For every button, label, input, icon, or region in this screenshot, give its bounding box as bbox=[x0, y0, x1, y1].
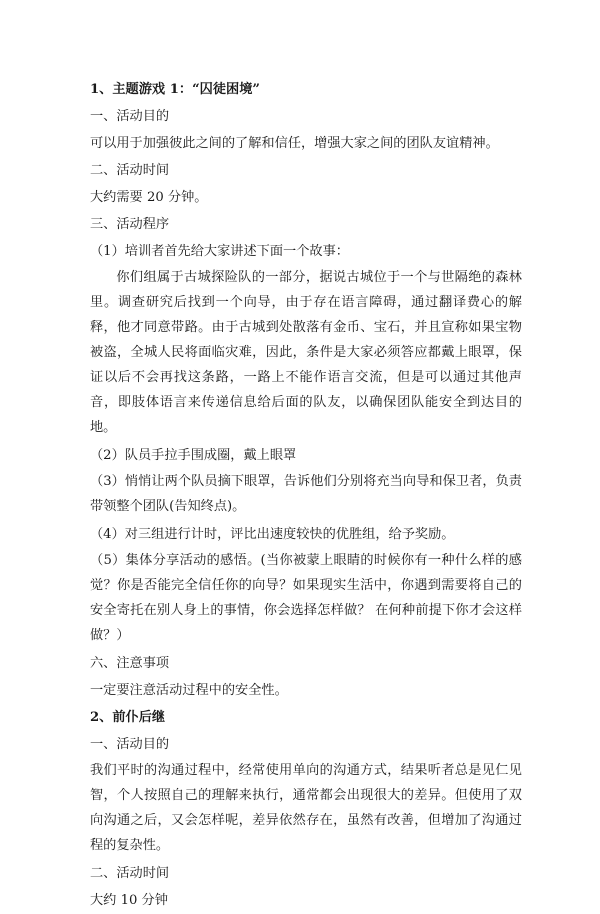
section-title-2: 2、前仆后继 bbox=[90, 710, 166, 725]
time-text-1: 大约需要 20 分钟。 bbox=[90, 190, 208, 205]
notes-heading-1: 六、注意事项 bbox=[90, 656, 170, 671]
purpose-text-2: 我们平时的沟通过程中，经常使用单向的沟通方式，结果听者总是见仁见智，个人按照自己的理解来执行，通常都会出现很大的差异。但使用了双向沟通之后，又会怎样呢，差异依然存在，虽然有改善，但增加了沟通过程的复杂性。 bbox=[90, 763, 522, 853]
procedure-step-4: （4）对三组进行计时，评比出速度较快的优胜组，给予奖励。 bbox=[90, 527, 455, 542]
document-page bbox=[90, 76, 522, 914]
procedure-step-2: （2）队员手拉手围成圈，戴上眼罩 bbox=[90, 448, 297, 463]
section-title-1: 1、主题游戏 1：“囚徒困境” bbox=[90, 82, 260, 97]
time-heading-2: 二、活动时间 bbox=[90, 866, 170, 881]
procedure-step-5: （5）集体分享活动的感悟。(当你被蒙上眼睛的时候你有一种什么样的感觉？你是否能完全信任你的向导？如果现实生活中，你遇到需要将自己的安全寄托在别人身上的事情，你会选择怎样做？ 在何种前提下你才会这样做？） bbox=[90, 553, 522, 643]
procedure-step-3: （3）悄悄让两个队员摘下眼罩，告诉他们分别将充当向导和保卫者，负责带领整个团队(告知终点)。 bbox=[90, 474, 522, 514]
notes-text-1: 一定要注意活动过程中的安全性。 bbox=[90, 683, 288, 698]
procedure-heading-1: 三、活动程序 bbox=[90, 217, 170, 232]
purpose-heading-1: 一、活动目的 bbox=[90, 109, 170, 124]
story-paragraph: 你们组属于古城探险队的一部分，据说古城位于一个与世隔绝的森林里。调查研究后找到一个向导，由于存在语言障碍，通过翻译费心的解释，他才同意带路。由于古城到处散落有金币、宝石，并且宣称如果宝物被盗，全城人民将面临灾难，因此，条件是大家必须答应都戴上眼罩，保证以后不会再找这条路，一路上不能作语言交流，但是可以通过其他声音，即肢体语言来传递信息给后面的队友，以确保团队能安全到达目的地。 bbox=[90, 270, 522, 435]
procedure-step-1: （1）培训者首先给大家讲述下面一个故事： bbox=[90, 244, 349, 259]
time-text-2: 大约 10 分钟 bbox=[90, 893, 168, 908]
purpose-text-1: 可以用于加强彼此之间的了解和信任，增强大家之间的团队友谊精神。 bbox=[90, 136, 499, 151]
time-heading-1: 二、活动时间 bbox=[90, 163, 170, 178]
purpose-heading-2: 一、活动目的 bbox=[90, 737, 170, 752]
